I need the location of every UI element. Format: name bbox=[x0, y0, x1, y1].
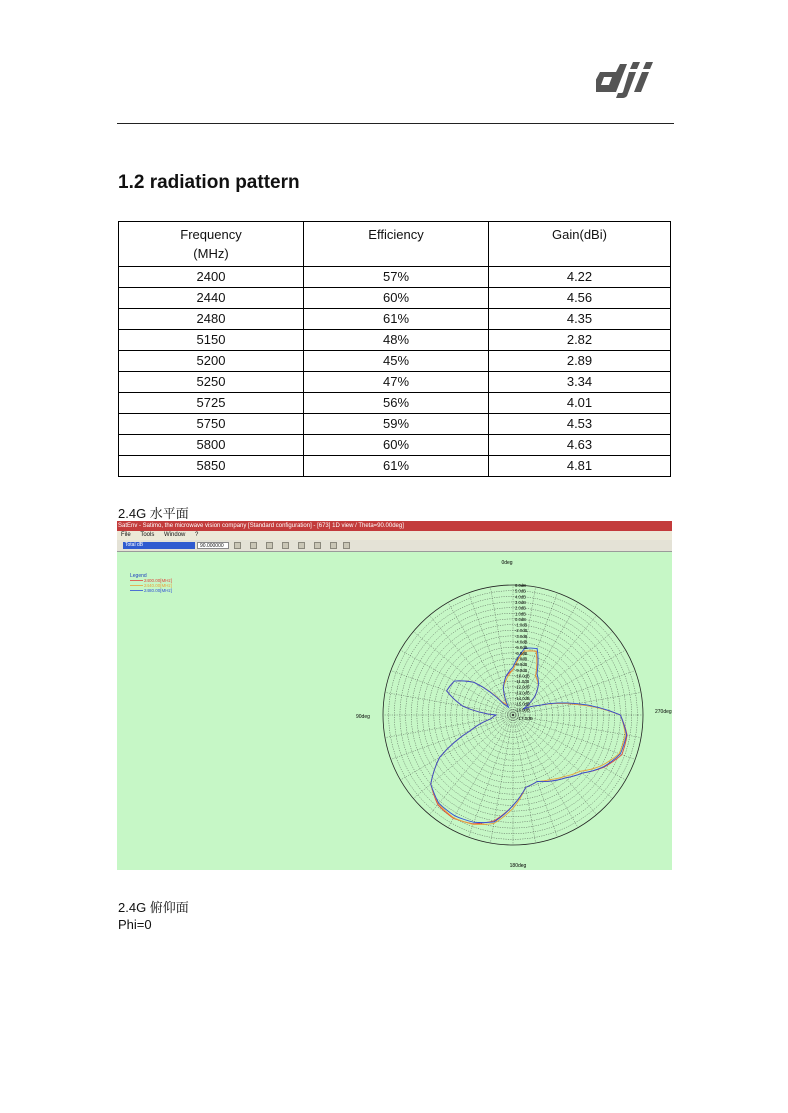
radial-label: -6.0dB bbox=[515, 650, 528, 656]
cell-efficiency: 56% bbox=[304, 393, 489, 414]
cell-gain: 2.89 bbox=[489, 351, 671, 372]
cell-frequency: 5800 bbox=[119, 435, 304, 456]
field-select[interactable]: Total dB bbox=[123, 542, 195, 549]
cell-efficiency: 61% bbox=[304, 309, 489, 330]
toolbar-scale-icon[interactable] bbox=[266, 542, 273, 549]
grid-spoke bbox=[513, 671, 635, 715]
grid-spoke bbox=[413, 715, 513, 799]
legend-entry: 2400.00[MHz] bbox=[144, 578, 173, 583]
radial-label: 2.0dB bbox=[515, 605, 526, 611]
angle-label-0: 0deg bbox=[501, 560, 513, 566]
grid-spoke bbox=[469, 715, 513, 837]
cell-efficiency: 59% bbox=[304, 414, 489, 435]
radial-label: -7.0dB bbox=[515, 656, 528, 662]
radial-label: 4.0dB bbox=[515, 594, 526, 600]
legend-entry: 2480.00[MHz] bbox=[144, 588, 173, 593]
caption-horizontal: 2.4G 水平面 bbox=[118, 506, 189, 521]
cell-frequency: 2480 bbox=[119, 309, 304, 330]
table-row bbox=[119, 393, 671, 414]
cell-gain: 2.82 bbox=[489, 330, 671, 351]
radial-label: 6.0dB bbox=[515, 583, 526, 588]
table-row bbox=[119, 288, 671, 309]
cell-efficiency: 47% bbox=[304, 372, 489, 393]
table-row bbox=[119, 267, 671, 288]
header-rule bbox=[117, 123, 674, 124]
satenv-screenshot bbox=[117, 521, 672, 870]
menu-file[interactable]: File bbox=[121, 532, 131, 538]
radial-label: -11.0dB bbox=[515, 679, 530, 685]
radiation-table bbox=[118, 221, 671, 477]
radial-label: -15.0dB bbox=[515, 701, 530, 707]
legend bbox=[130, 573, 172, 593]
toolbar-chart-icon[interactable] bbox=[250, 542, 257, 549]
grid-spoke bbox=[513, 715, 597, 815]
angle-label-180: 180deg bbox=[509, 863, 527, 869]
radial-label: -8.0dB bbox=[515, 662, 528, 668]
cell-efficiency: 61% bbox=[304, 456, 489, 477]
table-row bbox=[119, 351, 671, 372]
menu-window[interactable]: Window bbox=[164, 532, 186, 538]
toolbar-print-icon[interactable] bbox=[343, 542, 350, 549]
radial-label: 3.0dB bbox=[515, 599, 526, 605]
radial-label: -1.0dB bbox=[515, 622, 528, 628]
cell-efficiency: 48% bbox=[304, 330, 489, 351]
legend-entry: 2440.00[MHz] bbox=[144, 583, 173, 588]
header-frequency: Frequency (MHz) bbox=[119, 222, 304, 267]
grid-spoke bbox=[413, 631, 513, 715]
menu-help[interactable]: ? bbox=[195, 532, 199, 538]
table-row bbox=[119, 456, 671, 477]
app-title-bar: SatEnv - Satimo, the microwave vision company [Standard configuration] - [673] 1D view / Theta=90.00deg] bbox=[117, 521, 672, 531]
cell-frequency: 5250 bbox=[119, 372, 304, 393]
toolbar-zoom-icon[interactable] bbox=[234, 542, 241, 549]
cell-frequency: 5725 bbox=[119, 393, 304, 414]
table-row bbox=[119, 414, 671, 435]
radial-label: -3.0dB bbox=[515, 633, 528, 639]
toolbar-polar-icon[interactable] bbox=[298, 542, 305, 549]
cell-frequency: 5850 bbox=[119, 456, 304, 477]
cell-frequency: 5200 bbox=[119, 351, 304, 372]
radial-label: -13.0dB bbox=[515, 690, 530, 696]
cell-gain: 4.35 bbox=[489, 309, 671, 330]
caption-phi: Phi=0 bbox=[118, 917, 152, 932]
legend-title: Legend bbox=[130, 573, 147, 579]
angle-label-270: 270deg bbox=[655, 709, 672, 715]
radial-label: -16.0dB bbox=[515, 707, 530, 713]
radial-label: 1.0dB bbox=[515, 611, 526, 617]
cell-frequency: 2440 bbox=[119, 288, 304, 309]
table-row bbox=[119, 330, 671, 351]
grid-spoke bbox=[513, 715, 578, 828]
cell-gain: 4.63 bbox=[489, 435, 671, 456]
radial-label: -4.0dB bbox=[515, 639, 528, 645]
radiation-polar-plot bbox=[117, 551, 672, 870]
cell-gain: 4.56 bbox=[489, 288, 671, 309]
angle-label-90: 90deg bbox=[356, 714, 370, 720]
app-menu-bar bbox=[117, 531, 672, 540]
center-label: -17.0dB bbox=[517, 716, 533, 721]
angle-select[interactable]: 90.000000 bbox=[197, 542, 229, 549]
table-row bbox=[119, 435, 671, 456]
cell-efficiency: 45% bbox=[304, 351, 489, 372]
header-efficiency: Efficiency bbox=[304, 222, 489, 267]
cell-efficiency: 60% bbox=[304, 288, 489, 309]
radial-label: -5.0dB bbox=[515, 645, 528, 651]
grid-spoke bbox=[513, 715, 635, 759]
grid-spoke bbox=[448, 715, 513, 828]
header-gain: Gain(dBi) bbox=[489, 222, 671, 267]
radial-label: 5.0dB bbox=[515, 588, 526, 594]
toolbar-export-icon[interactable] bbox=[330, 542, 337, 549]
radial-label: 0.0dB bbox=[515, 616, 526, 622]
dji-logo bbox=[596, 62, 660, 98]
toolbar-grid-icon[interactable] bbox=[282, 542, 289, 549]
grid-spoke bbox=[469, 593, 513, 715]
grid-spoke bbox=[391, 715, 513, 759]
cell-efficiency: 60% bbox=[304, 435, 489, 456]
table-row bbox=[119, 309, 671, 330]
radial-label: -14.0dB bbox=[515, 696, 530, 702]
grid-spoke bbox=[513, 715, 557, 837]
radial-label: -2.0dB bbox=[515, 628, 528, 634]
toolbar-marker-icon[interactable] bbox=[314, 542, 321, 549]
grid-spoke bbox=[400, 650, 513, 715]
cell-gain: 4.53 bbox=[489, 414, 671, 435]
menu-tools[interactable]: Tools bbox=[140, 532, 155, 538]
radial-label: -9.0dB bbox=[515, 667, 528, 673]
radial-label: -12.0dB bbox=[515, 684, 530, 690]
cell-gain: 4.81 bbox=[489, 456, 671, 477]
cell-frequency: 5750 bbox=[119, 414, 304, 435]
table-header-row bbox=[119, 222, 671, 267]
table-row bbox=[119, 372, 671, 393]
cell-frequency: 2400 bbox=[119, 267, 304, 288]
cell-gain: 4.22 bbox=[489, 267, 671, 288]
cell-gain: 4.01 bbox=[489, 393, 671, 414]
caption-elevation: 2.4G 俯仰面 bbox=[118, 900, 189, 915]
radial-label: -10.0dB bbox=[515, 673, 530, 679]
cell-efficiency: 57% bbox=[304, 267, 489, 288]
section-title: 1.2 radiation pattern bbox=[118, 172, 300, 193]
cell-frequency: 5150 bbox=[119, 330, 304, 351]
grid-spoke bbox=[391, 671, 513, 715]
cell-gain: 3.34 bbox=[489, 372, 671, 393]
